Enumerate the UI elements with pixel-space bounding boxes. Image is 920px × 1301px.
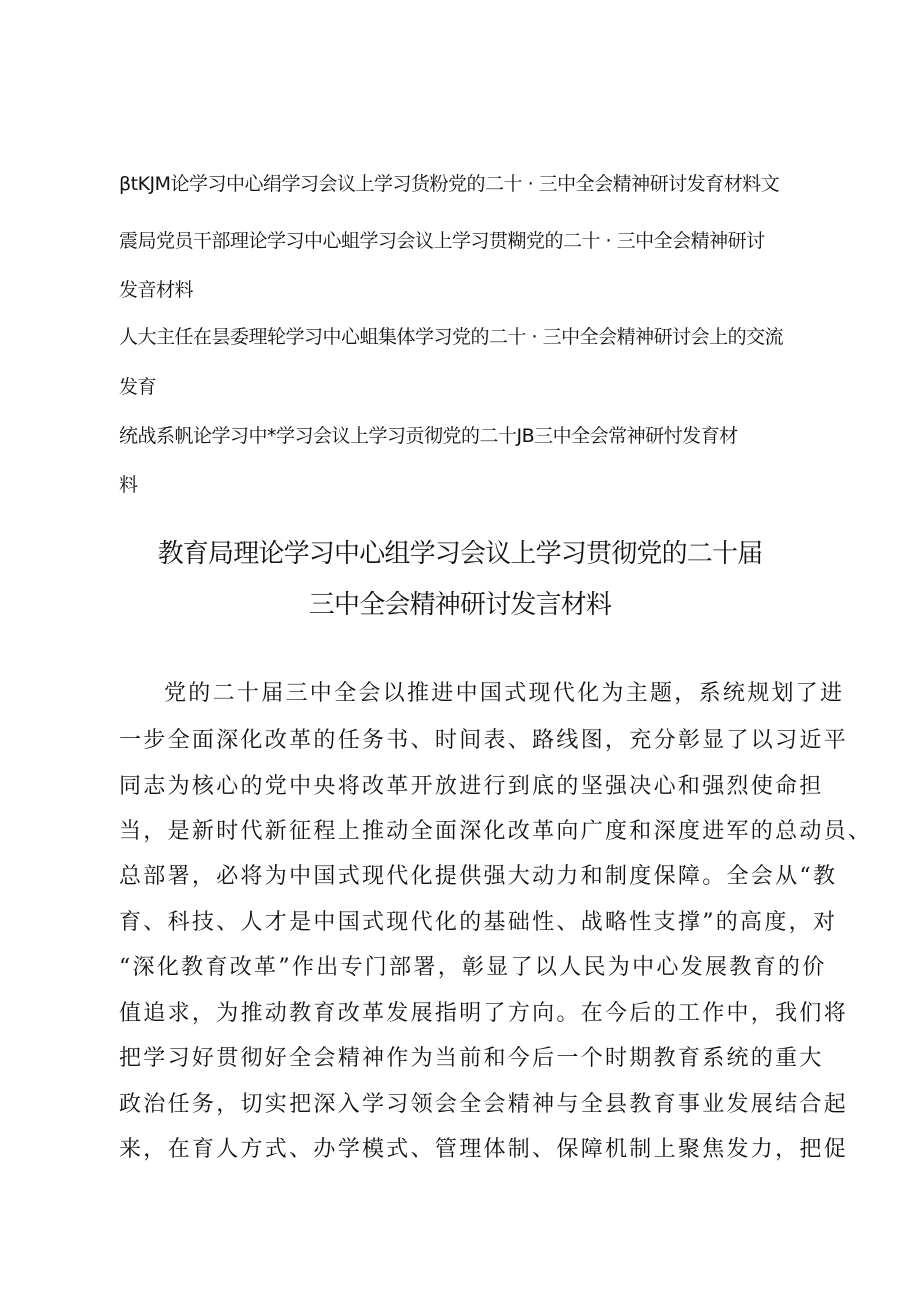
paragraph-line-1: 党的二十届三中全会以推进中国式现代化为主题，系统规划了进 [164,681,845,706]
toc-entry-3-line-2: 发育 [119,376,157,398]
paragraph-line-11: 来，在育人方式、办学模式、管理体制、保障机制上聚焦发力，把促 [119,1137,849,1162]
paragraph-line-8: 值追求，为推动教育改革发展指明了方向。在今后的工作中，我们将 [119,1001,849,1026]
document-title-line-1: 教育局理论学习中心组学习会议上学习贯彻党的二十届 [157,539,763,569]
paragraph-line-10: 政治任务，切实把深入学习领会全会精神与全县教育事业发展结合起 [119,1092,849,1117]
paragraph-line-4: 当，是新时代新征程上推动全面深化改革向广度和深度进军的总动员、 [119,819,873,844]
toc-entry-1-line-1: βtKJM论学习中心绢学习会议上学习货粉党的二十 · 三中全会精神研讨发育材料文 [119,173,780,195]
toc-entry-4-line-1: 统战系帆论学习中*学习会议上学习贡彻党的二十JB三中全会常神研忖发育材 [119,425,738,447]
toc-entry-3-line-1: 人大主任在昙委理轮学习中心蛆集体学习党的二十 · 三中全会精神研讨会上的交流 [119,326,784,348]
toc-entry-2-line-2: 发音材料 [119,279,194,301]
paragraph-line-9: 把学习好贯彻好全会精神作为当前和今后一个时期教育系统的重大 [119,1046,824,1071]
toc-entry-4-line-2: 料 [119,474,138,496]
paragraph-line-7: “深化教育改革”作出专门部署，彰显了以人民为中心发展教育的价 [119,955,827,980]
toc-entry-2-line-1: 震局党员干部理论学习中心蛆学习会议上学习贯糊党的二十 · 三中全会精神研讨 [119,230,765,252]
paragraph-line-3: 同志为核心的党中央将改革开放进行到底的坚强决心和强烈使命担 [119,774,824,799]
paragraph-line-6: 育、科技、人才是中国式现代化的基础性、战略性支撑”的高度，对 [119,910,838,935]
paragraph-line-2: 一步全面深化改革的任务书、时间表、路线图，充分彰显了以习近平 [119,728,849,753]
paragraph-line-5: 总部署，必将为中国式现代化提供强大动力和制度保障。全会从“教 [119,864,838,889]
document-title-line-2: 三中全会精神研讨发言材料 [308,590,612,620]
